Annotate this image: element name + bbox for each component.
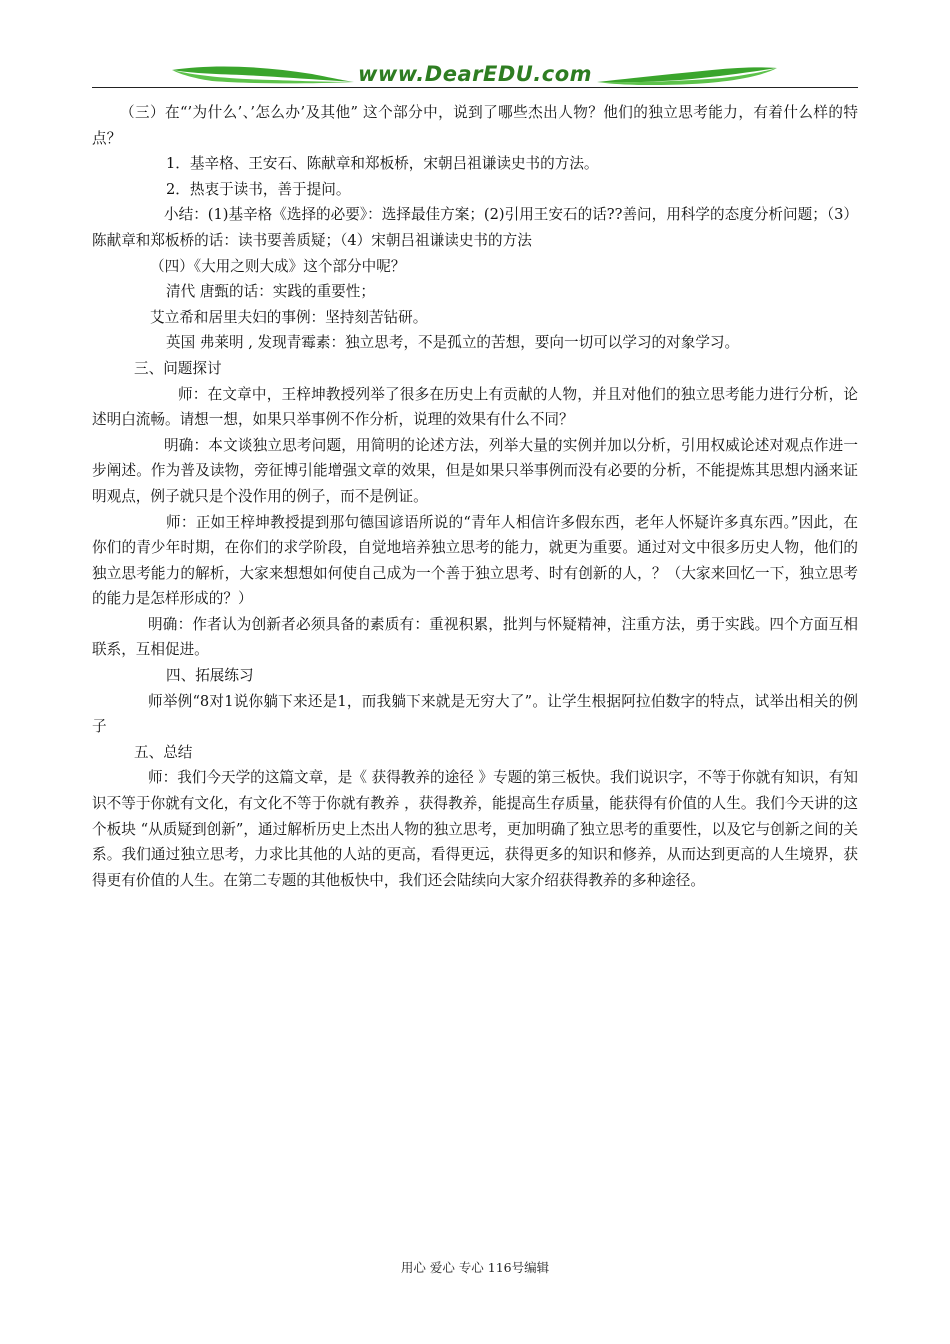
paragraph-clarify-1: 明确：本文谈独立思考问题，用简明的论述方法，列举大量的实例并加以分析，引用权威论述对观点作进一步阐述。作为普及读物，旁征博引能增强文章的效果，但是如果只举事例而没有必要的分析，不能提炼其思想内涵来证明观点，例子就只是个没作用的例子，而不是例证。 — [92, 436, 858, 505]
header-divider — [92, 87, 858, 88]
paragraph-summary: 小结：(1)基辛格《选择的必要》：选择最佳方案；(2)引用王安石的话??善问，用科学的态度分析问题；（3）陈献章和郑板桥的话：读书要善质疑；（4）宋朝吕祖谦读史书的方法 — [92, 206, 858, 249]
heading-extension-practice: 四、拓展练习 — [166, 667, 254, 685]
paragraph-point-1: 1．基辛格、王安石、陈献章和郑板桥，宋朝吕祖谦读史书的方法。 — [166, 155, 599, 173]
document-body — [92, 100, 858, 893]
paragraph-teacher-question: 师：在文章中，王梓坤教授列举了很多在历史上有贡献的人物，并且对他们的独立思考能力进行分析，论述明白流畅。请想一想，如果只举事例不作分析，说理的效果有什么不同？ — [92, 385, 858, 429]
paragraph-section-three-question: （三）在“’为什么’、’怎么办’及其他” 这个部分中，说到了哪些杰出人物？他们的独立思考能力，有着什么样的特点？ — [92, 104, 858, 147]
site-url-logo[interactable]: www.DearEDU.com — [357, 62, 593, 86]
page-footer: 用心 爱心 专心 116号编辑 — [400, 1260, 550, 1275]
heading-summary: 五、总结 — [134, 743, 193, 761]
paragraph-teacher-proverb: 师：正如王梓坤教授提到那句德国谚语所说的“青年人相信许多假东西，老年人怀疑许多真东西。”因此，在你们的青少年时期，在你们的求学阶段，自觉地培养独立思考的能力，就更为重要。通过对文中很多历史人物，他们的独立思考能力的解析，大家来想想如何使自己成为一个善于独立思考、时有创新的人，？（大家来回忆一下，独立思考的能力是怎样形成的？） — [92, 513, 858, 608]
paragraph-point-2: 2．热衷于读书，善于提问。 — [166, 180, 351, 198]
paragraph-clarify-2: 明确：作者认为创新者必须具备的素质有：重视积累，批判与怀疑精神，注重方法，勇于实践。四个方面互相联系，互相促进。 — [92, 615, 858, 659]
paragraph-curie: 艾立希和居里夫妇的事例：坚持刻苦钻研。 — [150, 308, 428, 326]
paragraph-section-four-question: （四）《大用之则大成》这个部分中呢？ — [150, 257, 406, 275]
paragraph-fleming: 英国 弗莱明 , 发现青霉素：独立思考，不是孤立的苦想，要向一切可以学习的对象学习。 — [166, 334, 740, 352]
paragraph-conclusion: 师：我们今天学的这篇文章，是《 获得教养的途径 》专题的第三板快。我们说识字，不等于你就有知识，有知识不等于你就有文化，有文化不等于你就有教养 ，获得教养，能提高生存质量，能获得有价值的人生。我们今天讲的这个板块 “从质疑到创新”，通过解析历史上杰出人物的独立思考，更加明确了独立思考的重要性，以及它与创新之间的关系。我们通过独立思考，力求比其他的人站的更高，看得更远，获得更多的知识和修养，从而达到更高的人生境界，获得更有价值的人生。在第二专题的其他板快中，我们还会陆续向大家介绍获得教养的多种途径。 — [92, 769, 858, 889]
heading-problem-discussion: 三、问题探讨 — [134, 359, 222, 377]
paragraph-example: 师举例“8对1说你躺下来还是1，而我躺下来就是无穷大了”。让学生根据阿拉伯数字的特点，试举出相关的例子 — [92, 692, 858, 736]
paragraph-tangzhen: 清代 唐甄的话：实践的重要性； — [166, 283, 375, 301]
